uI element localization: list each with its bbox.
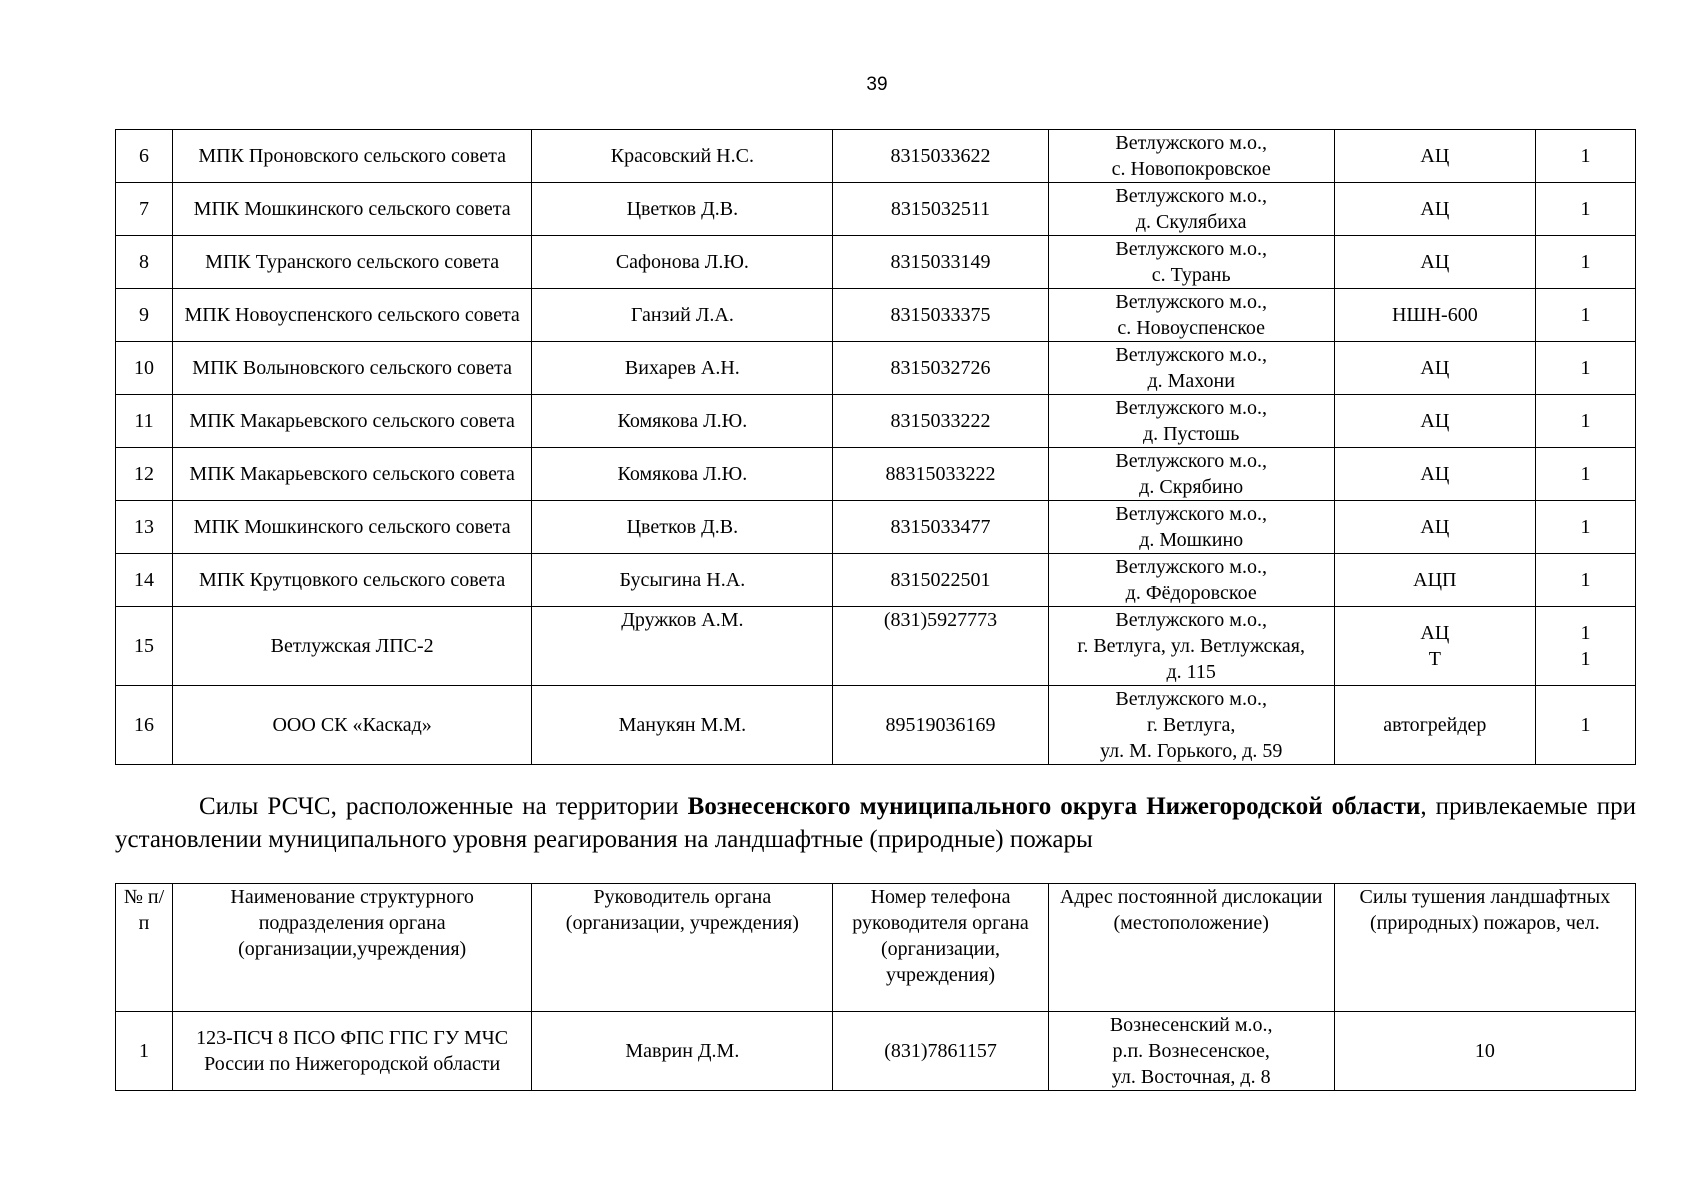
cell-num [116, 501, 173, 554]
cell-num [116, 448, 173, 501]
cell-phone [833, 236, 1048, 289]
unit-phone: 89519036169 [885, 714, 996, 736]
cell-head [532, 607, 833, 686]
address-line: г. Ветлуга, ул. Ветлужская, [1077, 635, 1305, 657]
unit-name: МПК Мошкинского сельского совета [193, 198, 511, 220]
row-number: 8 [139, 251, 150, 273]
quantity-item: 1 [1580, 648, 1591, 670]
cell-head [532, 183, 833, 236]
address-line: д. Скулябиха [1135, 211, 1247, 233]
heading-text-end: , привлекаемые при установлении муниципального уровня реагирования на ландшафтные (природные) пожары [115, 793, 1636, 853]
cell-quantity [1535, 554, 1635, 607]
address-line: Ветлужского м.о., [1115, 291, 1267, 313]
row-number: 14 [134, 569, 155, 591]
unit-name: МПК Новоуспенского сельского совета [184, 304, 520, 326]
unit-phone: 8315032511 [890, 198, 991, 220]
table-row [116, 501, 1636, 554]
cell-head [532, 501, 833, 554]
row-number: 11 [134, 410, 154, 432]
row-number: 12 [134, 463, 155, 485]
cell-equipment [1334, 607, 1535, 686]
cell-head [532, 395, 833, 448]
equipment-item: АЦ [1420, 145, 1450, 167]
address-line: с. Турань [1151, 264, 1231, 286]
equipment-item: АЦ [1420, 357, 1450, 379]
quantity-item: 1 [1580, 304, 1591, 326]
cell-equipment [1334, 342, 1535, 395]
cell-head [532, 289, 833, 342]
cell-phone [833, 554, 1048, 607]
header-address: Адрес постоянной дислокации (местоположение) [1048, 884, 1334, 1012]
forces-table [115, 883, 1636, 1091]
row-number: 15 [134, 635, 155, 657]
cell-name [173, 289, 532, 342]
cell-name [173, 395, 532, 448]
equipment-item: АЦ [1420, 463, 1450, 485]
table-row [116, 607, 1636, 686]
cell-quantity [1535, 501, 1635, 554]
quantity-item: 1 [1580, 251, 1591, 273]
address-line: Вознесенский м.о., [1109, 1014, 1273, 1036]
table-row [116, 130, 1636, 183]
forces-table-header [116, 884, 1636, 1012]
unit-head: Сафонова Л.Ю. [615, 251, 749, 273]
address-line: Ветлужского м.о., [1115, 450, 1267, 472]
header-forces: Силы тушения ландшафтных (природных) пожаров, чел. [1334, 884, 1635, 1012]
quantity-item: 1 [1580, 622, 1591, 644]
cell-num [116, 395, 173, 448]
cell-quantity [1535, 236, 1635, 289]
cell-address [1048, 130, 1334, 183]
address-line: ул. Восточная, д. 8 [1111, 1066, 1271, 1088]
equipment-item: АЦП [1413, 569, 1457, 591]
address-line: р.п. Вознесенское, [1112, 1040, 1270, 1062]
cell-phone [833, 289, 1048, 342]
header-head: Руководитель органа (организации, учреждения) [532, 884, 833, 1012]
quantity-item: 1 [1580, 569, 1591, 591]
cell-head: Маврин Д.М. [532, 1012, 833, 1091]
cell-num [116, 554, 173, 607]
unit-name: ООО СК «Каскад» [272, 714, 432, 736]
cell-quantity [1535, 686, 1635, 765]
equipment-item: Т [1428, 648, 1441, 670]
cell-quantity [1535, 342, 1635, 395]
unit-name: МПК Туранского сельского совета [205, 251, 500, 273]
cell-phone [833, 501, 1048, 554]
quantity-item: 1 [1580, 410, 1591, 432]
address-line: г. Ветлуга, [1146, 714, 1236, 736]
address-line: Ветлужского м.о., [1115, 397, 1267, 419]
cell-equipment [1334, 448, 1535, 501]
cell-equipment [1334, 554, 1535, 607]
unit-phone: 8315032726 [890, 357, 991, 379]
page-number: 39 [866, 74, 888, 95]
equipment-item: АЦ [1420, 251, 1450, 273]
address-line: Ветлужского м.о., [1115, 132, 1267, 154]
cell-phone [833, 607, 1048, 686]
address-line: Ветлужского м.о., [1115, 503, 1267, 525]
header-phone: Номер телефона руководителя органа (организации, учреждения) [833, 884, 1048, 1012]
cell-equipment [1334, 236, 1535, 289]
cell-quantity [1535, 183, 1635, 236]
cell-num [116, 607, 173, 686]
cell-name [173, 448, 532, 501]
cell-head [532, 554, 833, 607]
cell-phone [833, 342, 1048, 395]
row-number: 16 [134, 714, 155, 736]
unit-phone: 88315033222 [885, 463, 996, 485]
unit-name: МПК Мошкинского сельского совета [193, 516, 511, 538]
unit-head: Вихарев А.Н. [624, 357, 740, 379]
cell-name [173, 501, 532, 554]
cell-head [532, 448, 833, 501]
row-number: 6 [139, 145, 150, 167]
quantity-item: 1 [1580, 463, 1591, 485]
row-number: 9 [139, 304, 150, 326]
cell-num [116, 130, 173, 183]
cell-address [1048, 607, 1334, 686]
equipment-item: НШН-600 [1391, 304, 1478, 326]
cell-num [116, 289, 173, 342]
address-line: Ветлужского м.о., [1115, 185, 1267, 207]
cell-quantity [1535, 130, 1635, 183]
cell-address [1048, 183, 1334, 236]
cell-num [116, 183, 173, 236]
cell-quantity [1535, 607, 1635, 686]
cell-head [532, 236, 833, 289]
units-table [115, 129, 1636, 765]
cell-address [1048, 686, 1334, 765]
cell-name [173, 236, 532, 289]
table-row [116, 1012, 1636, 1091]
cell-address [1048, 342, 1334, 395]
cell-name [173, 554, 532, 607]
address-line: Ветлужского м.о., [1115, 556, 1267, 578]
heading-text-start: Силы РСЧС, расположенные на территории [199, 793, 688, 820]
cell-phone: (831)7861157 [833, 1012, 1048, 1091]
address-line: д. Мошкино [1139, 529, 1244, 551]
heading-district: Вознесенского муниципального округа Нижегородской области [687, 793, 1421, 820]
cell-num [116, 236, 173, 289]
address-line: д. Махони [1147, 370, 1235, 392]
cell-phone [833, 395, 1048, 448]
cell-num [116, 686, 173, 765]
address-line: д. Пустошь [1142, 423, 1240, 445]
unit-name: МПК Макарьевского сельского совета [189, 463, 515, 485]
equipment-item: АЦ [1420, 410, 1450, 432]
cell-equipment [1334, 183, 1535, 236]
cell-address [1048, 501, 1334, 554]
section-heading [115, 790, 1636, 856]
row-number: 10 [134, 357, 155, 379]
address-line: ул. М. Горького, д. 59 [1099, 740, 1283, 762]
table-row [116, 289, 1636, 342]
cell-address [1048, 448, 1334, 501]
cell-name [173, 607, 532, 686]
cell-equipment [1334, 130, 1535, 183]
table-row [116, 395, 1636, 448]
unit-phone: 8315022501 [890, 569, 991, 591]
unit-head: Манукян М.М. [618, 714, 747, 736]
table-row [116, 183, 1636, 236]
address-line: д. Фёдоровское [1125, 582, 1257, 604]
address-line: Ветлужского м.о., [1115, 238, 1267, 260]
quantity-item: 1 [1580, 145, 1591, 167]
address-line: с. Новопокровское [1111, 158, 1271, 180]
cell-phone [833, 686, 1048, 765]
equipment-item: АЦ [1420, 198, 1450, 220]
unit-head: Комякова Л.Ю. [617, 463, 748, 485]
unit-phone: (831)5927773 [883, 609, 998, 631]
cell-name [173, 686, 532, 765]
unit-phone: 8315033149 [890, 251, 991, 273]
table-row [116, 554, 1636, 607]
cell-num: 1 [116, 1012, 173, 1091]
cell-name [173, 130, 532, 183]
cell-address [1048, 554, 1334, 607]
cell-head [532, 686, 833, 765]
quantity-item: 1 [1580, 198, 1591, 220]
unit-name: МПК Крутцовкого сельского совета [199, 569, 506, 591]
unit-head: Комякова Л.Ю. [617, 410, 748, 432]
address-line: Ветлужского м.о., [1115, 344, 1267, 366]
address-line: Ветлужского м.о., [1115, 688, 1267, 710]
quantity-item: 1 [1580, 357, 1591, 379]
cell-quantity [1535, 289, 1635, 342]
cell-equipment [1334, 686, 1535, 765]
table-row [116, 236, 1636, 289]
table-row [116, 686, 1636, 765]
equipment-item: автогрейдер [1383, 714, 1487, 736]
cell-address [1048, 236, 1334, 289]
quantity-item: 1 [1580, 714, 1591, 736]
unit-name: МПК Макарьевского сельского совета [189, 410, 515, 432]
cell-address [1048, 1012, 1334, 1091]
cell-phone [833, 183, 1048, 236]
cell-name [173, 183, 532, 236]
cell-head [532, 342, 833, 395]
cell-name: 123-ПСЧ 8 ПСО ФПС ГПС ГУ МЧС России по Нижегородской области [173, 1012, 532, 1091]
address-line: с. Новоуспенское [1117, 317, 1266, 339]
cell-equipment [1334, 501, 1535, 554]
equipment-item: АЦ [1420, 622, 1450, 644]
unit-head: Бусыгина Н.А. [619, 569, 746, 591]
cell-address [1048, 395, 1334, 448]
unit-name: Ветлужская ЛПС-2 [270, 635, 434, 657]
table-row [116, 448, 1636, 501]
quantity-item: 1 [1580, 516, 1591, 538]
cell-name [173, 342, 532, 395]
address-line: д. Скрябино [1139, 476, 1244, 498]
address-line: Ветлужского м.о., [1115, 609, 1267, 631]
cell-address [1048, 289, 1334, 342]
equipment-item: АЦ [1420, 516, 1450, 538]
unit-phone: 8315033477 [890, 516, 991, 538]
cell-quantity [1535, 395, 1635, 448]
cell-phone [833, 130, 1048, 183]
cell-forces: 10 [1334, 1012, 1635, 1091]
unit-phone: 8315033622 [890, 145, 991, 167]
unit-name: МПК Волыновского сельского совета [192, 357, 512, 379]
address-line: д. 115 [1166, 661, 1216, 683]
cell-equipment [1334, 395, 1535, 448]
table-row [116, 342, 1636, 395]
cell-head [532, 130, 833, 183]
unit-name: МПК Проновского сельского совета [198, 145, 506, 167]
cell-phone [833, 448, 1048, 501]
header-num: № п/п [116, 884, 173, 1012]
cell-num [116, 342, 173, 395]
unit-head: Ганзий Л.А. [630, 304, 734, 326]
unit-head: Цветков Д.В. [626, 516, 739, 538]
unit-phone: 8315033375 [890, 304, 991, 326]
unit-phone: 8315033222 [890, 410, 991, 432]
row-number: 7 [139, 198, 150, 220]
unit-head: Цветков Д.В. [626, 198, 739, 220]
unit-head: Дружков А.М. [621, 609, 744, 631]
row-number: 13 [134, 516, 155, 538]
cell-quantity [1535, 448, 1635, 501]
unit-head: Красовский Н.С. [610, 145, 754, 167]
cell-equipment [1334, 289, 1535, 342]
header-name: Наименование структурного подразделения органа (организации,учреждения) [173, 884, 532, 1012]
